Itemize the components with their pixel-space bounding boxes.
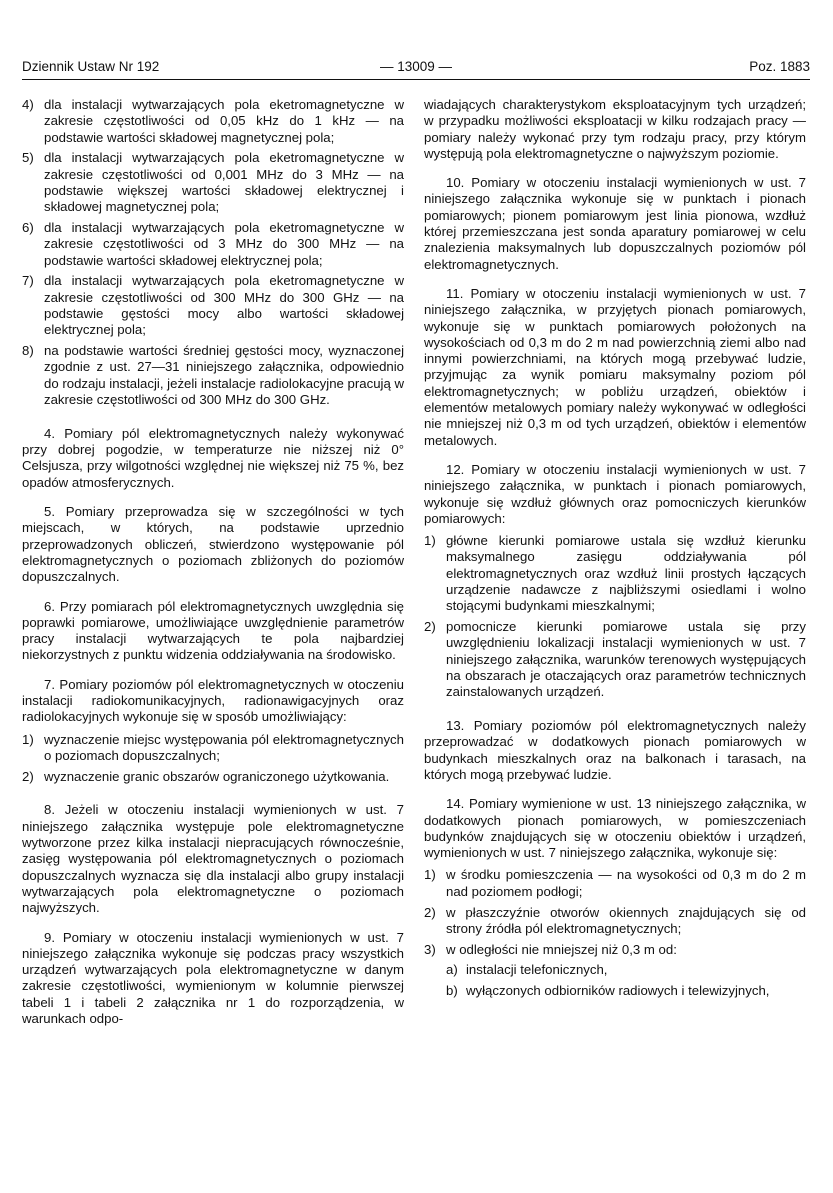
list-item [22,769,404,785]
item-text: dla instalacji wytwarzających pola eketromagnetyczne w zakresie częstotliwości od 300 MHz do 300 GHz — na podstawie gęstości mocy albo wartości składowej elektrycznej pola; [44,273,404,338]
item-text: wyłączonych odbiorników radiowych i telewizyjnych, [466,983,770,999]
spacer [22,917,404,930]
item-number: 5) [22,150,34,166]
spacer [424,273,806,286]
item-text: w odległości nie mniejszej niż 0,3 m od: [446,941,677,957]
spacer [22,664,404,677]
list-item [424,619,806,700]
item-text: na podstawie wartości średniej gęstości mocy, wyznaczonej zgodnie z ust. 27—31 niniejszego załącznika, odpowiednio do rodzaju instalacji, jeżeli instalacje radiolokacyjne pracują w zakresie częstotliwości od 300 MHz do 300 GHz. [44,343,404,408]
item-text: główne kierunki pomiarowe ustala się wzdłuż kierunku maksymalnego zasięgu oddziaływania pól elektromagnetycznych oraz wzdłuż linii prostych łączących urządzenie nadawcze z najbliższymi osiedlami i wolno stojącymi budynkami mieszkalnymi; [446,533,806,614]
item-number: 2) [424,619,436,635]
item-text: instalacji telefonicznych, [466,962,608,978]
right-column [424,97,806,1004]
list-item [424,942,806,958]
paragraph-4: 4. Pomiary pól elektromagnetycznych należy wykonywać przy dobrej pogodzie, w temperaturze nie niższej niż 0° Celsjusza, przy wilgotności względnej nie większej niż 75 %, bez opadów atmosferycznych. [22,425,404,490]
item-text: dla instalacji wytwarzających pola eketromagnetyczne w zakresie częstotliwości od 3 MHz do 300 MHz — na podstawie wartości składowej elektrycznej pola; [44,220,404,268]
paragraph-7: 7. Pomiary poziomów pól elektromagnetycznych w otoczeniu instalacji radiokomunikacyjnych, radionawigacyjnych oraz radiolokacyjnych wykonuje się w sposób umożliwiający: [22,676,404,725]
spacer [424,449,806,462]
list-item [22,220,404,269]
position-number: Poz. 1883 [749,59,810,74]
spacer [22,491,404,504]
left-column [22,97,404,1027]
item-letter: a) [446,962,458,978]
item-number: 4) [22,97,34,112]
paragraph-8: 8. Jeżeli w otoczeniu instalacji wymienionych w ust. 7 niniejszego załącznika występuje pole elektromagnetyczne wytworzone przez kilka instalacji niepracujących równocześnie, zasięg występowania pól elektromagnetycznych o poziomach dopuszczalnych wyznacza się dla instalacji albo grupy instalacji wytwarzających pola elektromagnetyczne o poziomach najwyższych. [22,802,404,916]
list-item [424,867,806,900]
item-number: 6) [22,220,34,236]
item-text: pomocnicze kierunki pomiarowe ustala się przy uwzględnieniu lokalizacji instalacji wymienionych w ust. 7 niniejszego załącznika, warunków terenowych występujących na obszarach je otaczających oraz parametrów technicznych zainstalowanych urządzeń. [446,619,806,700]
spacer [22,413,404,426]
list-item [22,732,404,765]
item-letter: b) [446,983,458,999]
page-header [22,56,810,78]
item-number: 2) [22,768,34,784]
spacer [22,789,404,802]
item-text: w płaszczyźnie otworów okiennych znajdujących się od strony źródła pól elektromagnetycznych; [446,904,806,936]
list-item [22,97,404,146]
list-item [424,533,806,614]
paragraph-13: 13. Pomiary poziomów pól elektromagnetycznych należy przeprowadzać w dodatkowych pionach pomiarowych w budynkach mieszkalnych oraz na balkonach i tarasach, na których mogą przebywać ludzie. [424,718,806,782]
item-number: 3) [424,941,436,957]
spacer [424,162,806,175]
paragraph-10: 10. Pomiary w otoczeniu instalacji wymienionych w ust. 7 niniejszego załącznika wykonuje się w punktach i pionach pomiarowych; pionem pomiarowym jest linia pionowa, wzdłuż której przemieszczana jest sonda aparatury pomiarowej w celu znalezienia maksymalnych lub dopuszczalnych poziomów pól elektromagnetycznych. [424,175,806,272]
item-text: w środku pomieszczenia — na wysokości od 0,3 m do 2 m nad poziomem podłogi; [446,867,806,899]
paragraph-9: 9. Pomiary w otoczeniu instalacji wymienionych w ust. 7 niniejszego załącznika wykonuje się podczas pracy wszystkich urządzeń wytwarzających pola elektromagnetyczne w danym zakresie częstotliwości, wymienionym w kolumnie pierwszej tabeli 1 i tabeli 2 załącznika nr 1 do rozporządzenia, w warunkach odpo- [22,929,404,1027]
item-text: dla instalacji wytwarzających pola eketromagnetyczne w zakresie częstotliwości od 0,001 MHz do 3 MHz — na podstawie większej wartości składowej elektrycznej i składowej magnetycznej pola; [44,150,404,215]
journal-title: Dziennik Ustaw Nr 192 [22,59,160,74]
paragraph-11: 11. Pomiary w otoczeniu instalacji wymienionych w ust. 7 niniejszego załącznika, w przyjętych pionach pomiarowych, wykonuje się w punktach pomiarowych położonych na wysokościach od 0,3 m do 2 m nad powierzchnią ziemi albo nad innymi powierzchniami, na których mogą przebywać ludzie, przyjmując za wynik pomiaru maksymalny poziom pól elektromagnetycznych; w pobliżu urządzeń, obiektów i elementów metalowych pomiary należy wykonywać w odległości nie mniejszej niż 0,3 m od tych urządzeń, obiektów i elementów metalowych. [424,285,806,448]
item-number: 7) [22,273,34,289]
paragraph-12: 12. Pomiary w otoczeniu instalacji wymienionych w ust. 7 niniejszego załącznika, w punktach i pionach pomiarowych, wykonuje się wzdłuż głównych oraz pomocniczych kierunków pomiarowych: [424,461,806,526]
paragraph-14: 14. Pomiary wymienione w ust. 13 niniejszego załącznika, w dodatkowych pionach pomiarowych, w pomieszczeniach budynków znajdujących się w otoczeniu obiektów i urządzeń, wymienionych w ust. 7 niniejszego załącznika, wykonuje się: [424,796,806,861]
paragraph-5: 5. Pomiary przeprowadza się w szczególności w tych miejscach, w których, na podstawie uprzednio przeprowadzonych obliczeń, stwierdzono występowanie pól elektromagnetycznych o poziomach zbliżonych do poziomów dopuszczalnych. [22,504,404,585]
spacer [22,586,404,599]
item-number: 8) [22,343,34,359]
item-number: 1) [424,533,436,549]
list-item [22,273,404,338]
list-item [22,150,404,215]
paragraph-9-continued: wiadających charakterystykom eksploatacyjnym tych urządzeń; w przypadku możliwości eksploatacji w kilku rodzajach pracy — pomiary należy wykonać przy tym rodzaju pracy, przy którym występują pola elektromagnetyczne o najwyższym poziomie. [424,97,806,161]
item-number: 2) [424,904,436,920]
item-text: wyznaczenie granic obszarów ograniczonego użytkowania. [44,768,390,784]
sub-list-item [424,983,806,999]
page-number: — 13009 — [379,59,453,74]
list-item [424,905,806,938]
sub-list-item [424,962,806,978]
paragraph-6: 6. Przy pomiarach pól elektromagnetycznych uwzględnia się poprawki pomiarowe, umożliwiające uwzględnienie parametrów pracy instalacji wytwarzających te pola najbardziej niekorzystnych z punktu widzenia oddziaływania na środowisko. [22,598,404,663]
spacer [424,705,806,718]
header-rule [22,79,810,80]
list-item [22,343,404,408]
item-text: wyznaczenie miejsc występowania pól elektromagnetycznych o poziomach dopuszczalnych; [44,731,404,763]
item-text: dla instalacji wytwarzających pola eketromagnetyczne w zakresie częstotliwości od 0,05 kHz do 1 kHz — na podstawie wartości składowej magnetycznej pola; [44,97,404,145]
item-number: 1) [22,731,34,747]
item-number: 1) [424,867,436,883]
spacer [424,783,806,796]
